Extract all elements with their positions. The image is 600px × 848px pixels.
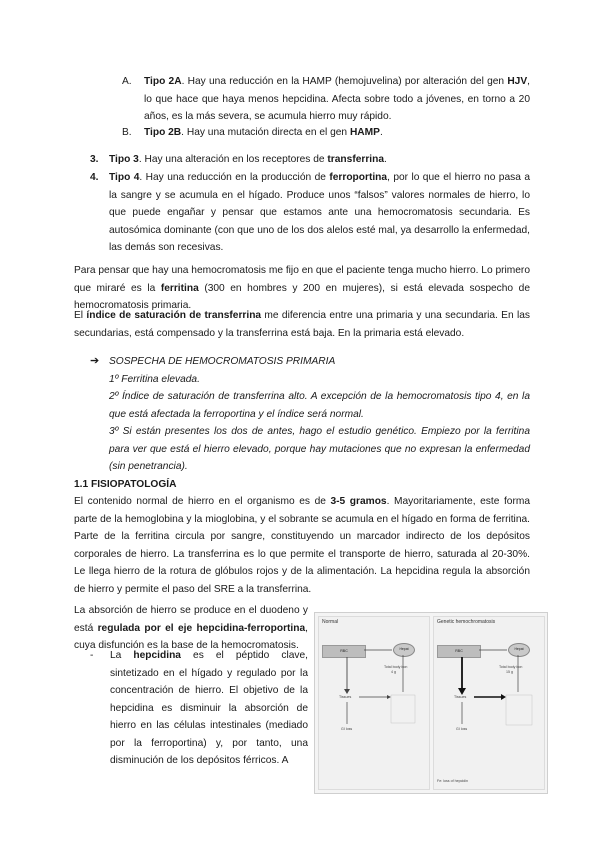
- list-item-3: [90, 151, 530, 169]
- suspicion-line-1: 1º Ferritina elevada.: [109, 373, 200, 385]
- figure-note: Fe: loss of hepcidin: [437, 779, 468, 783]
- gi-label: GI loss: [341, 727, 353, 731]
- normal-panel: [318, 616, 430, 790]
- hemochromatosis-panel-title: Genetic hemochromatosis: [437, 619, 496, 625]
- rbc-box: RBC: [437, 645, 481, 658]
- list-marker: 4.: [90, 172, 99, 183]
- paragraph-transferrin: El índice de saturación de transferrina me diferencia entre una primaria y una secundaria. En las secundarias, está compensado y la transferrina está baja. En la primaria está elevado.: [74, 310, 530, 339]
- normal-panel-title: Normal: [322, 619, 339, 625]
- rbc-box: RBC: [322, 645, 366, 658]
- list-marker: A.: [122, 76, 132, 87]
- list-item-4: [90, 169, 530, 257]
- bullet-marker: -: [90, 650, 94, 661]
- hemochromatosis-arrows: [434, 617, 544, 789]
- tissues-label: Tissues: [339, 695, 352, 699]
- list-marker: 3.: [90, 154, 99, 165]
- suspicion-line-2: 2º Índice de saturación de transferrina alto. A excepción de la hemocromatosis tipo 4, en la que está afectada la ferroportina y el índice será normal.: [109, 391, 530, 420]
- liver-oval: Hepat: [393, 643, 415, 657]
- list-item-2a: [122, 73, 530, 126]
- list-item-2b: [122, 124, 530, 142]
- bullet-hepcidin: [90, 647, 308, 770]
- bullet-text: La hepcidina es el péptido clave, sintetizado en el hígado y regulado por la concentración de hierro. El objetivo de la hepcidina es disminuir la absorción de hierro en las células intestinales (mediado por la ferroportina) y, por tanto, una disminución de los depósitos férricos. A: [110, 650, 308, 766]
- iron-metabolism-figure: [314, 612, 548, 794]
- list-item-text: Tipo 4. Hay una reducción en la producción de ferroportina, por lo que el hierro no pasa a la sangre y se acumula en el hígado. Produce unos “falsos” valores normales de hierro, lo que puede engañar y pensar que estamos ante una hemocromatosis secundaria. Es autosómica dominante (con que uno de los dos alelos esté mal, ya desarrollo la enfermedad, las demás son recesivas.: [109, 172, 530, 253]
- body-iron-label: Total body iron: [499, 665, 523, 669]
- list-item-text: Tipo 3. Hay una alteración en los receptores de transferrina.: [109, 154, 387, 165]
- suspicion-title: SOSPECHA DE HEMOCROMATOSIS PRIMARIA: [109, 356, 336, 367]
- normal-arrows: [319, 617, 429, 789]
- tissues-label: Tissues: [454, 695, 467, 699]
- body-iron-value: 4 g: [391, 670, 396, 674]
- arrow-icon: ➔: [90, 355, 100, 367]
- paragraph-physiopathology: El contenido normal de hierro en el organismo es de 3-5 gramos. Mayoritariamente, este forma parte de la hemoglobina y la mioglobina, y el sobrante se acumula en el hígado en forma de ferritina. Parte de la ferritina circula por sangre, constituyendo un marcador indirecto de los depósitos corporales de hierro. La transferrina es lo que permite el transporte de hierro, saturada al 20-30%. Le llega hierro de la rotura de glóbulos rojos y de la alimentación. La hepcidina regula la absorción de hierro y permite el paso del SRE a la transferrina.: [74, 496, 530, 595]
- body-iron-value: 15 g: [506, 670, 513, 674]
- body-iron-label: Total body iron: [384, 665, 408, 669]
- list-item-text: Tipo 2B. Hay una mutación directa en el gen HAMP.: [144, 127, 383, 138]
- list-item-text: Tipo 2A. Hay una reducción en la HAMP (hemojuvelina) por alteración del gen HJV, lo que hace que haya menos hepcidina. Afecta sobre todo a jóvenes, en torno a 20 años, es la más severa, se acumula hierro muy rápido.: [144, 76, 530, 122]
- paragraph-absorption: La absorción de hierro se produce en el duodeno y está regulada por el eje hepcidina-ferroportina, cuya disfunción es la base de la hemocromatosis.: [74, 605, 308, 651]
- list-marker: B.: [122, 127, 132, 138]
- liver-oval: Hepat: [508, 643, 530, 657]
- hemochromatosis-panel: [433, 616, 545, 790]
- section-heading: 1.1 FISIOPATOLOGÍA: [74, 479, 177, 490]
- paragraph-ferritin: Para pensar que hay una hemocromatosis me fijo en que el paciente tenga mucho hierro. Lo primero que miraré es la ferritina (300 en hombres y 200 en mujeres), si está elevada sospecho de hemocromatosis primaria.: [74, 265, 530, 311]
- suspicion-block: [90, 353, 530, 476]
- gi-label: GI loss: [456, 727, 468, 731]
- suspicion-line-3: 3º Si están presentes los dos de antes, hago el estudio genético. Empiezo por la ferritina para ver que está el hierro elevado, porque hay mutaciones que no expresan la enfermedad (sin penetrancia).: [109, 426, 530, 472]
